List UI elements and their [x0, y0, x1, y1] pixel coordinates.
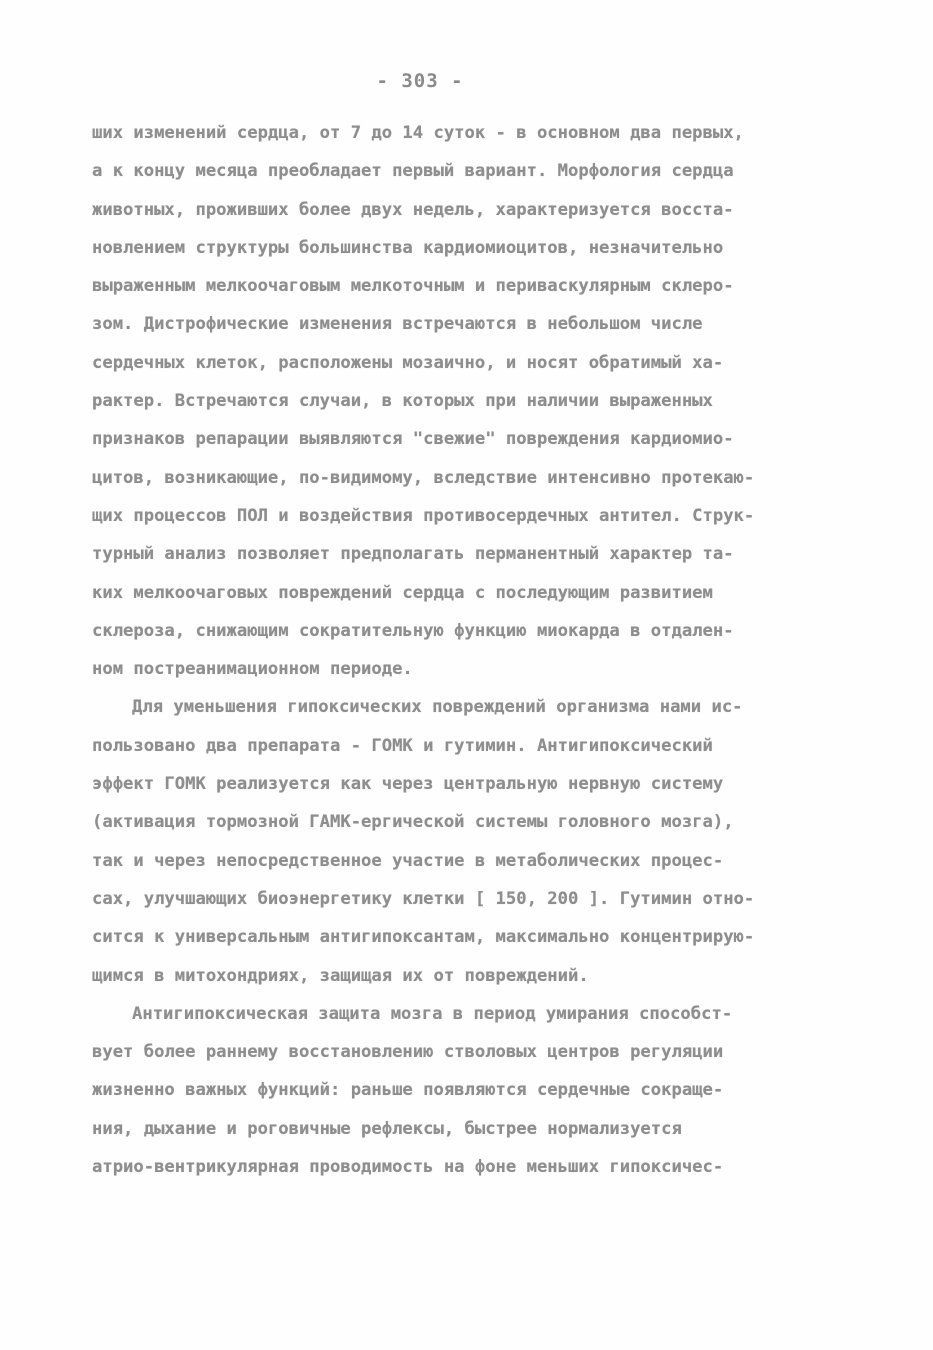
- text-line: сится к универсальным антигипоксантам, максимально концентрирую-: [92, 927, 755, 948]
- text-line: атрио-вентрикулярная проводимость на фоне меньших гипоксичес-: [92, 1157, 724, 1178]
- text-line: эффект ГОМК реализуется как через центральную нервную систему: [92, 774, 724, 795]
- text-line: а к концу месяца преобладает первый вариант. Морфология сердца: [92, 161, 734, 182]
- text-line: рактер. Встречаются случаи, в которых при наличии выраженных: [92, 391, 713, 412]
- text-line: щих процессов ПОЛ и воздействия противосердечных антител. Струк-: [92, 505, 755, 526]
- text-line: ких мелкоочаговых повреждений сердца с последующим развитием: [92, 582, 713, 603]
- text-line: турный анализ позволяет предполагать перманентный характер та-: [92, 544, 734, 565]
- body-text: [92, 114, 852, 1186]
- text-line: новлением структуры большинства кардиомиоцитов, незначительно: [92, 237, 724, 258]
- text-line: ном постреанимационном периоде.: [92, 659, 413, 680]
- text-line: сах, улучшающих биоэнергетику клетки [ 150, 200 ]. Гутимин отно-: [92, 888, 755, 909]
- text-line: так и через непосредственное участие в метаболических процес-: [92, 850, 724, 871]
- text-line: щимся в митохондриях, защищая их от повреждений.: [92, 965, 589, 986]
- text-line: ния, дыхание и роговичные рефлексы, быстрее нормализуется: [92, 1118, 682, 1139]
- page-number: - 303 -: [376, 70, 464, 92]
- text-line: склероза, снижающим сократительную функцию миокарда в отдален-: [92, 620, 734, 641]
- text-line: Для уменьшения гипоксических повреждений организма нами ис-: [132, 697, 743, 718]
- text-line: вует более раннему восстановлению стволовых центров регуляции: [92, 1042, 724, 1063]
- text-line: (активация тормозной ГАМК-ергической системы головного мозга),: [92, 812, 734, 833]
- text-line: пользовано два препарата - ГОМК и гутимин. Антигипоксический: [92, 735, 713, 756]
- text-line: признаков репарации выявляются "свежие" повреждения кардиомио-: [92, 429, 734, 450]
- text-line: животных, проживших более двух недель, характеризуется восста-: [92, 199, 734, 220]
- text-line: Антигипоксическая защита мозга в период умирания способст-: [132, 1003, 733, 1024]
- text-line: сердечных клеток, расположены мозаично, и носят обратимый ха-: [92, 352, 724, 373]
- text-line: зом. Дистрофические изменения встречаются в небольшом числе: [92, 314, 703, 335]
- text-line: выраженным мелкоочаговым мелкоточным и периваскулярным склеро-: [92, 276, 734, 297]
- text-line: цитов, возникающие, по-видимому, вследствие интенсивно протекаю-: [92, 467, 755, 488]
- text-line: ших изменений сердца, от 7 до 14 суток - в основном два первых,: [92, 123, 744, 143]
- text-line: жизненно важных функций: раньше появляются сердечные сокраще-: [92, 1080, 724, 1101]
